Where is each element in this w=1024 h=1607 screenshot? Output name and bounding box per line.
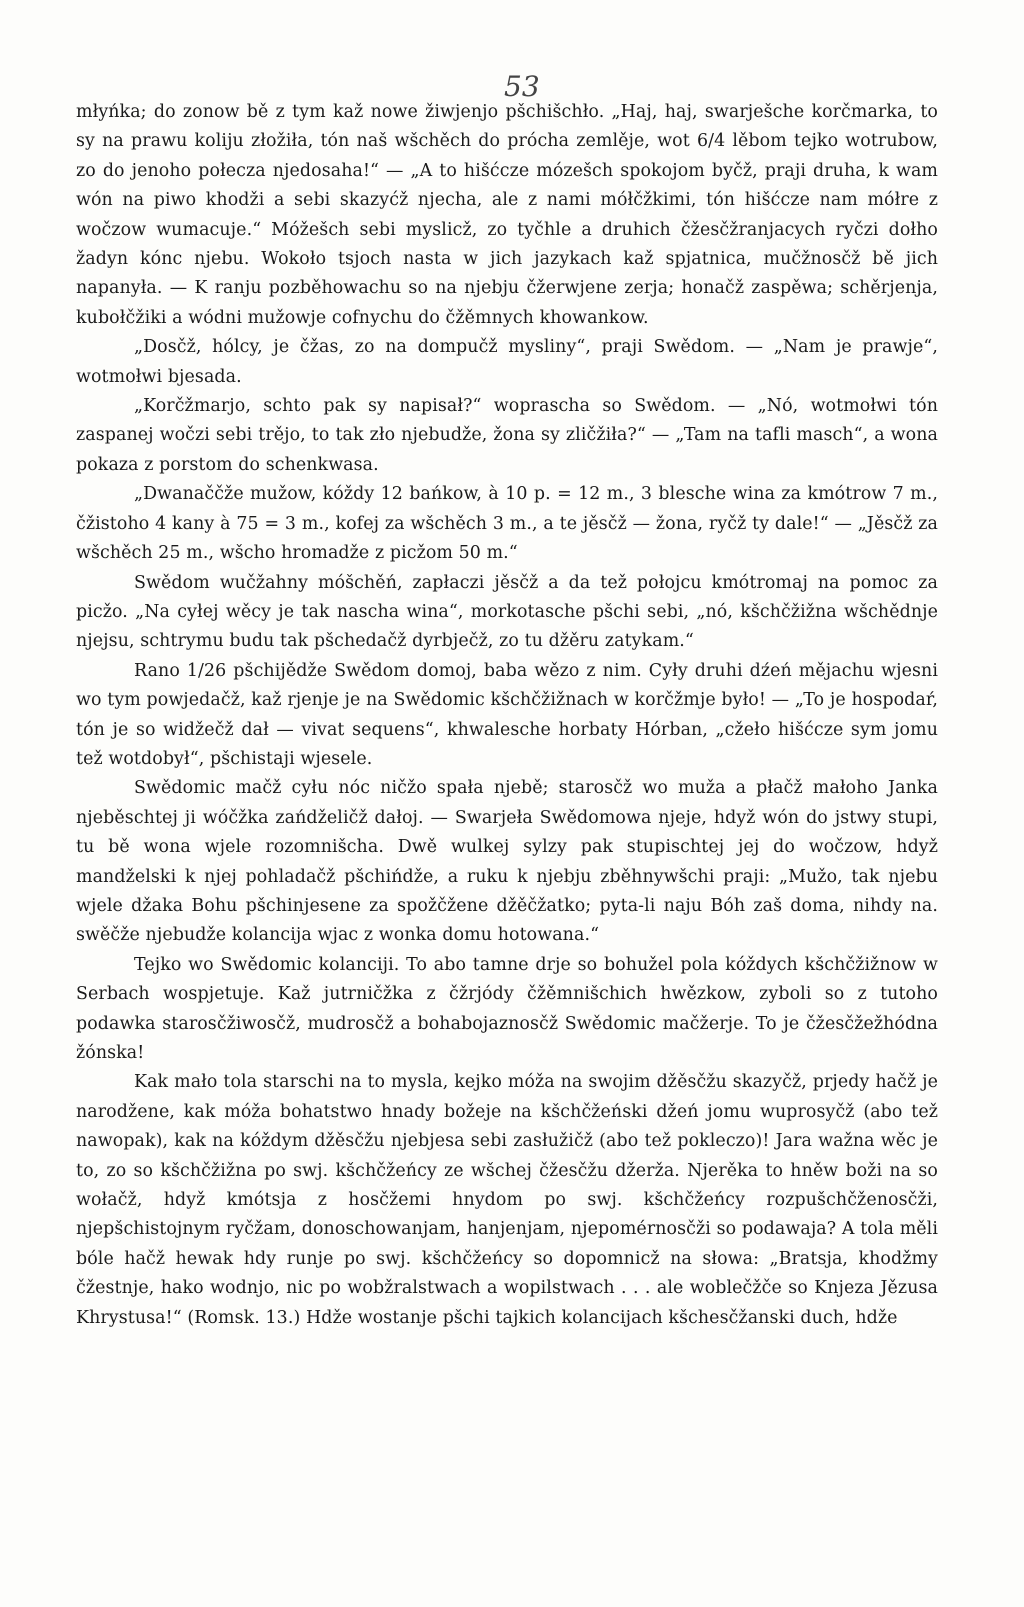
paragraph-9: Kak mało tola starschi na to mysla, kejko móža na swojim džěsčžu skazyčž, prjedy hačž je narodžene, kak móža bohatstwo hnady božeje na kšchčžeński džeń jomu wuprosyčž (abo tež nawopak), kak na kóždym džěsčžu njebjesa sebi zasłužičž (abo tež pokleczo)! Jara wažna wěc je to, zo so kšchčžižna po swj. kšchčžeńcy ze wšchej čžesčžu džerža. Njerěka to hněw boži na so wołačž, hdyž kmótsja z hosčžemi hnydom po swj. kšchčžeńcy rozpušchčženosčži, njepšchistojnym ryčžam, donoschowanjam, hanjenjam, njepomérnosčži so podawaja? A tola měli bóle hačž hewak hdy runje po swj. kšchčžeńcy so dopomnicž na słowa: „Bratsja, khodžmy čžestnje, hako wodnjo, nic po wobžralstwach a wopilstwach . . . ale woblečžče so Knjeza Jězusa Khrystusa!“ (Romsk. 13.) Hdže wostanje pšchi tajkich kolancijach kšchesčžanski duch, hdže [76,1072,938,1328]
paragraph-8: Tejko wo Swědomic kolanciji. To abo tamne drje so bohužel pola kóždych kšchčžižnow w Serbach wospjetuje. Kaž jutrničžka z čžrjódy čžěmnišchich hwězkow, zyboli so z tutoho podawka starosčžiwosčž, mudrosčž a bohabojaznosčž Swědomic mačžerje. To je čžesčžežhódna žónska! [76,954,938,1063]
body-text [76,98,938,1333]
paragraph-4: „Dwanaččže mužow, kóždy 12 bańkow, à 10 p. = 12 m., 3 blesche wina za kmótrow 7 m., čžistoho 4 kany à 75 = 3 m., kofej za wšchěch 3 m., a te jěsčž — žona, ryčž ty dale!“ — „Jěsčž za wšchěch 25 m., wšcho hromadže z picžom 50 m.“ [76,484,938,564]
paragraph-1: młyńka; do zonow bě z tym kaž nowe žiwjenjo pšchišchło. „Haj, haj, swarješche korčmarka, to sy na prawu koliju złožiła, tón naš wšchěch do prócha zemlěje, wot 6/4 lěbom tejko wotrubow, zo do jenoho połecza njedosaha!“ — „A to hišćcze mózešch spokojom byčž, praji druha, k wam wón na piwo khodži a sebi skazyćž njecha, ale z nami mółčžkimi, tón hišćcze nam mółre z wočzow wumacuje.“ Móžešch sebi myslicž, zo tyčhle a druhich čžesčžranjacych ryčzi dołho žadyn kónc njebu. Wokoło tsjoch nasta w jich jazykach kaž spjatnica, mučžnosčž bě jich napanyła. — K ranju pozběhowachu so na njebju čžerwjene zerja; honačž zaspěwa; schěrjenja, kubołčžiki a wódni mužowje cofnychu do čžěmnych khowankow. [76,102,938,328]
page-number: 53 [504,70,540,103]
paragraph-2: „Dosčž, hólcy, je čžas, zo na dompučž mysliny“, praji Swědom. — „Nam je prawje“, wotmołwi bjesada. [76,337,938,387]
paragraph-7: Swědomic mačž cyłu nóc ničžo spała njebě; starosčž wo muža a płačž małoho Janka njeběschtej ji wóčžka zańdželičž dałoj. — Swarjeła Swědomowa njeje, hdyž wón do jstwy stupi, tu bě wona wjele rozomnišcha. Dwě wulkej sylzy pak stupischtej jej do wočzow, hdyž mandželski k njej pohladačž pšchińdže, a ruku k njebju zběhnywšchi praji: „Mužo, tak njebu wjele džaka Bohu pšchinjesene za spožčžene džěčžatko; pyta-li naju Bóh zaš doma, nihdy na. swěčže njebudže kolancija wjac z wonka domu hotowana.“ [76,778,938,946]
paragraph-5: Swědom wučžahny móšchěń, zapłaczi jěsčž a da tež połojcu kmótromaj na pomoc za picžo. „Na cyłej wěcy je tak nascha wina“, morkotasche pšchi sebi, „nó, kšchčžižna wšchědnje njejsu, schtrymu budu tak pšchedačž dyrbječž, zo tu džěru zatykam.“ [76,572,938,652]
paragraph-6: Rano 1/26 pšchijědže Swědom domoj, baba wězo z nim. Cyły druhi dźeń mějachu wjesni wo tym powjedačž, kaž rjenje je na Swědomic kšchčžižnach w korčžmje było! — „To je hospodaŕ, tón je so widžečž dał — vivat sequens“, khwalesche horbaty Hórban, „cžeło hišćcze sym jomu tež wotdobył“, pšchistaji wjesele. [76,660,938,769]
paragraph-3: „Korčžmarjo, schto pak sy napisał?“ woprascha so Swědom. — „Nó, wotmołwi tón zaspanej wočzi sebi trějo, to tak zło njebudže, žona sy zličžiła?“ — „Tam na tafli masch“, a wona pokaza z porstom do schenkwasa. [76,396,938,475]
